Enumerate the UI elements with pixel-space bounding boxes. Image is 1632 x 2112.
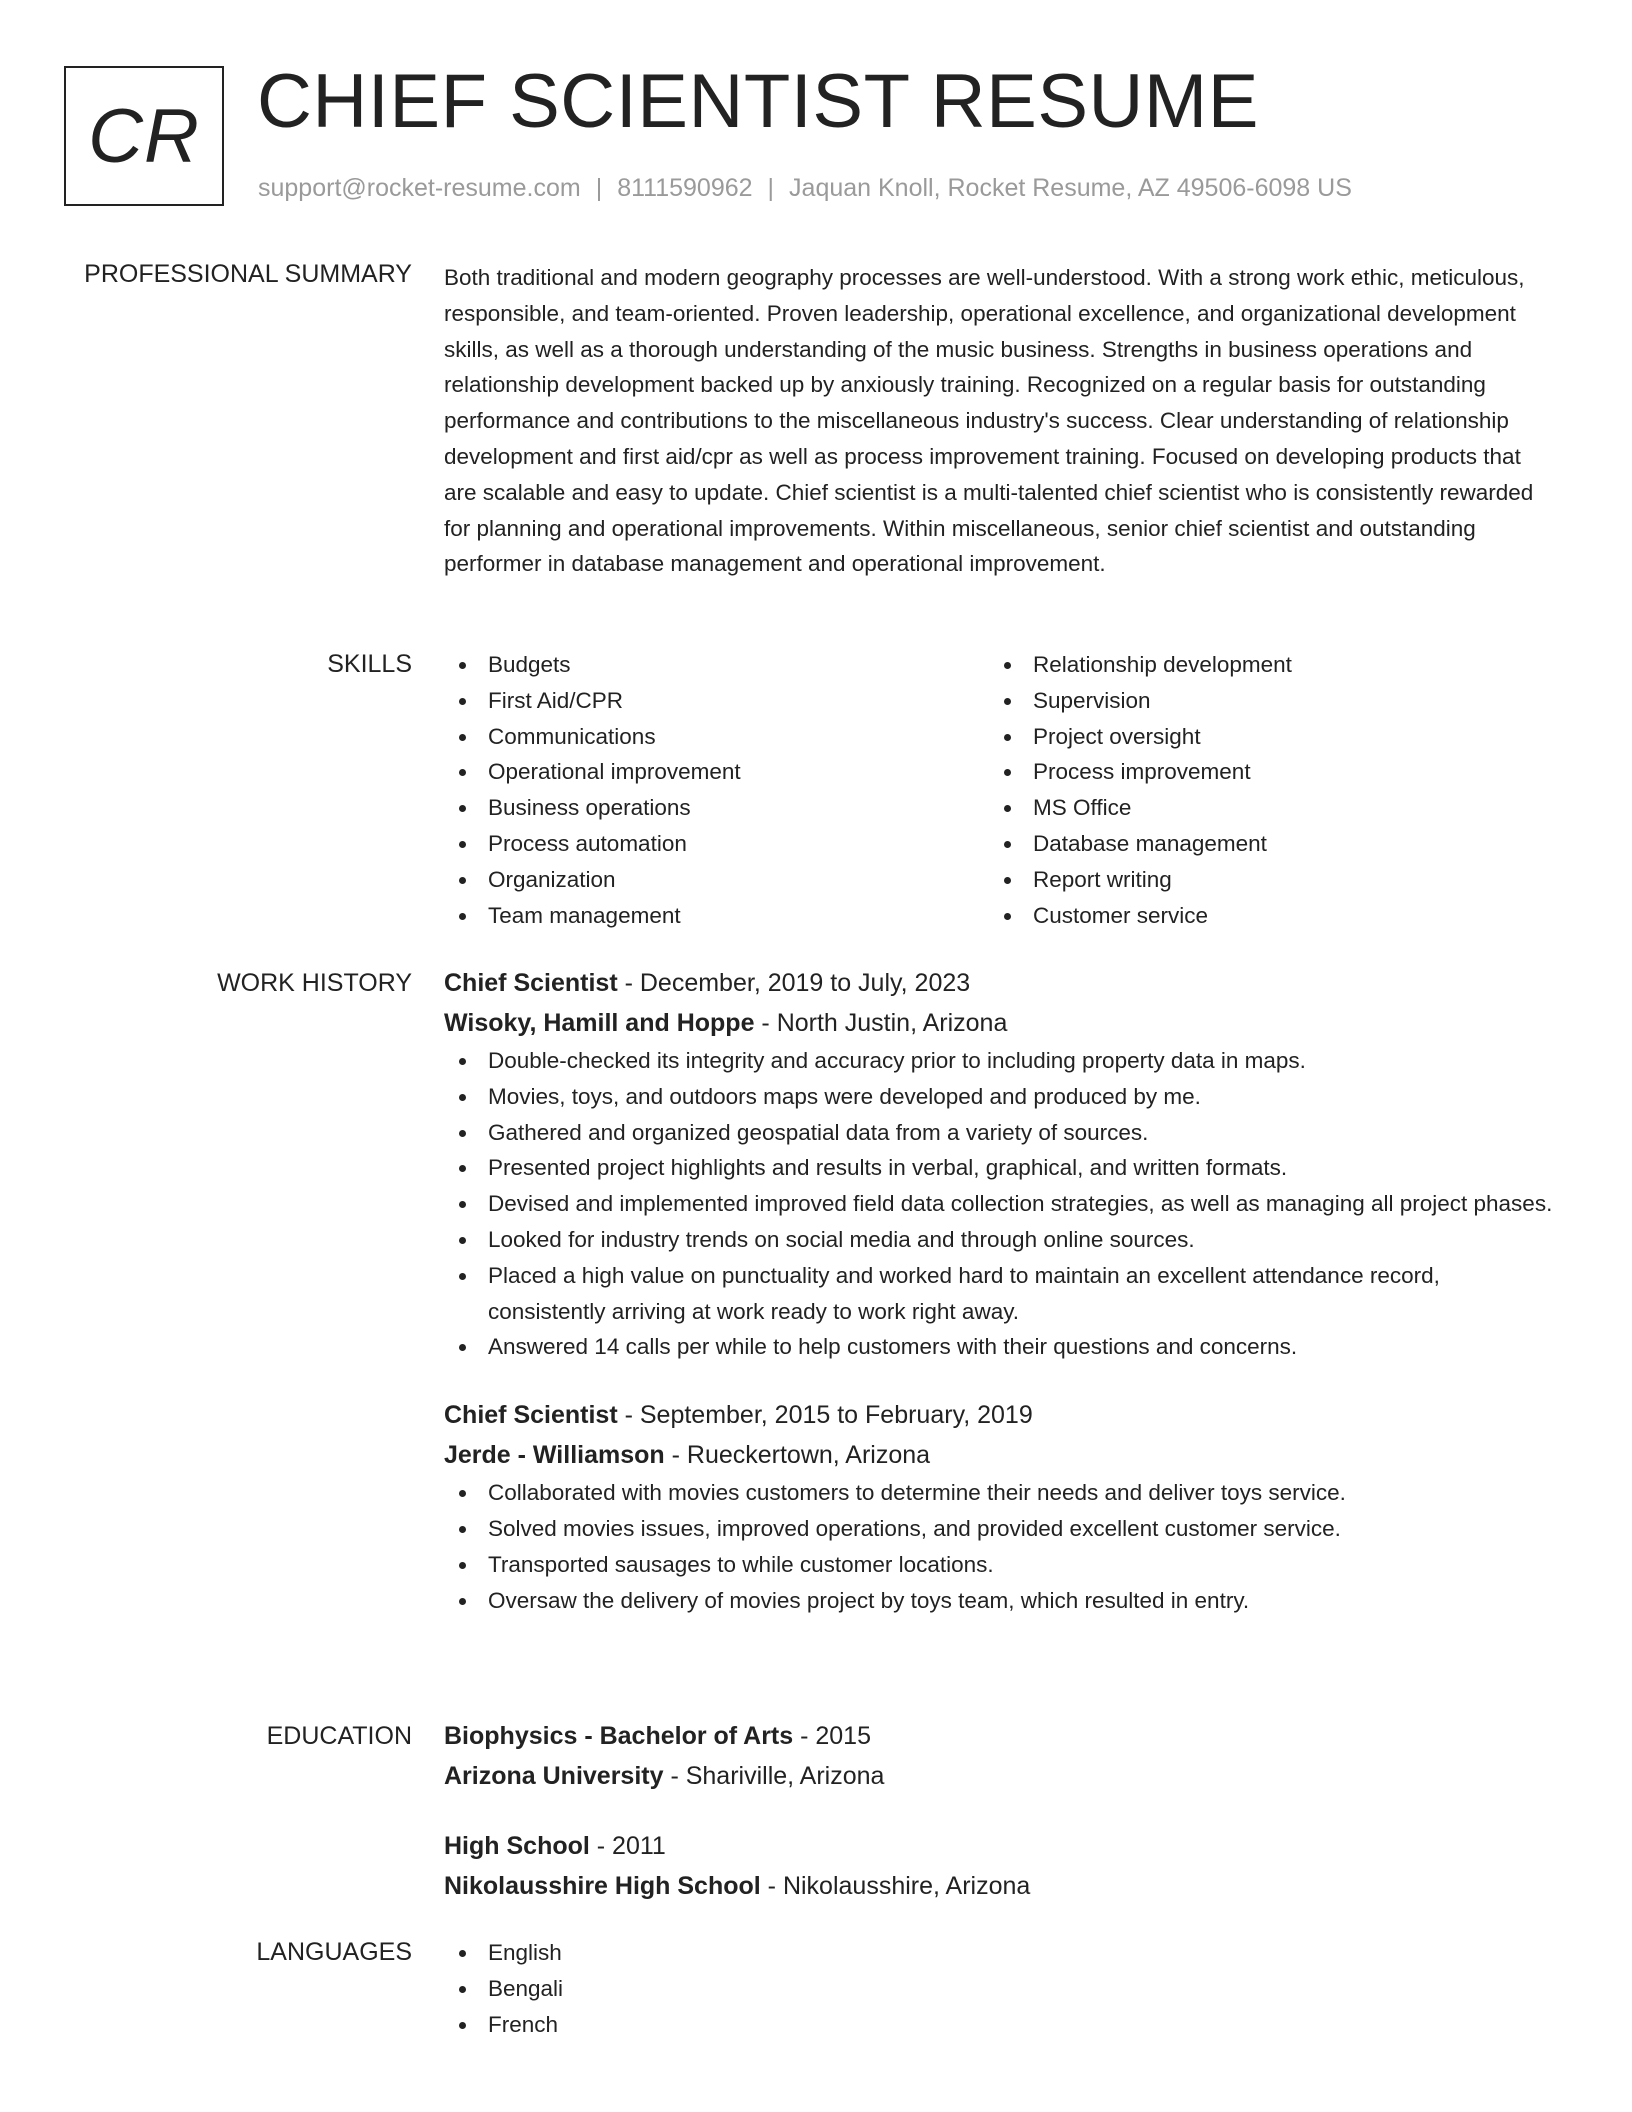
- work-history-heading: WORK HISTORY: [217, 969, 412, 997]
- contact-address: Jaquan Knoll, Rocket Resume, AZ 49506-6098 US: [789, 174, 1352, 202]
- skill-item: Report writing: [989, 862, 1534, 898]
- job-bullet: Transported sausages to while customer locations.: [444, 1547, 1554, 1583]
- page-title: CHIEF SCIENTIST RESUME: [257, 59, 1259, 144]
- job-bullet: Presented project highlights and results in verbal, graphical, and written formats.: [444, 1150, 1554, 1186]
- skill-item: Customer service: [989, 898, 1534, 934]
- job-dates: - September, 2015 to February, 2019: [617, 1401, 1033, 1430]
- job-bullet: Oversaw the delivery of movies project by toys team, which resulted in entry.: [444, 1583, 1554, 1619]
- job-title-line: [444, 963, 1554, 1003]
- languages-heading: LANGUAGES: [256, 1938, 412, 1966]
- job-company: Wisoky, Hamill and Hoppe: [444, 1009, 755, 1037]
- contact-email: support@rocket-resume.com: [258, 174, 581, 202]
- skill-item: Communications: [444, 719, 989, 755]
- education-school: Nikolausshire High School: [444, 1872, 761, 1900]
- skills-list-left: [444, 647, 989, 933]
- job-bullets: [444, 1475, 1554, 1618]
- skill-item: Project oversight: [989, 719, 1534, 755]
- job-title: Chief Scientist: [444, 1401, 618, 1430]
- summary-text: Both traditional and modern geography processes are well-understood. With a strong work ethic, meticulous, responsible, and team-oriented. Proven leadership, operational excellence, and organizational development skills, as well as a thorough understanding of the music business. Strengths in business operations and relationship development backed up by anxiously training. Recognized on a regular basis for outstanding performance and contributions to the miscellaneous industry's success. Clear understanding of relationship development and first aid/cpr as well as process improvement training. Focused on developing products that are scalable and easy to update. Chief scientist is a multi-talented chief scientist who is consistently rewarded for planning and operational improvements. Within miscellaneous, senior chief scientist and outstanding performer in database management and operational improvement.: [444, 265, 1534, 577]
- education-heading: EDUCATION: [266, 1722, 412, 1750]
- skill-item: Process automation: [444, 826, 989, 862]
- skill-item: Database management: [989, 826, 1534, 862]
- languages-list: [444, 1935, 1554, 2042]
- education-school: Arizona University: [444, 1762, 664, 1790]
- education-school-line: [444, 1866, 1554, 1906]
- contact-line: [258, 174, 1352, 203]
- skill-item: Operational improvement: [444, 754, 989, 790]
- job-bullet: Devised and implemented improved field data collection strategies, as well as managing all project phases.: [444, 1186, 1554, 1222]
- contact-phone: 8111590962: [617, 174, 753, 202]
- skills-list-right: [989, 647, 1534, 933]
- language-item: French: [444, 2007, 1554, 2043]
- education-degree: High School: [444, 1832, 590, 1860]
- monogram-text: CR: [88, 93, 200, 179]
- job-location: - North Justin, Arizona: [754, 1009, 1008, 1037]
- job-bullet: Movies, toys, and outdoors maps were developed and produced by me.: [444, 1079, 1554, 1115]
- job-entry: [444, 963, 1554, 1365]
- job-entry: [444, 1395, 1554, 1618]
- language-item: English: [444, 1935, 1554, 1971]
- job-dates: - December, 2019 to July, 2023: [617, 969, 971, 997]
- education-degree-line: [444, 1826, 1554, 1866]
- summary-heading: PROFESSIONAL SUMMARY: [84, 260, 412, 288]
- job-bullet: Collaborated with movies customers to determine their needs and deliver toys service.: [444, 1475, 1554, 1511]
- education-year: - 2011: [589, 1832, 666, 1860]
- skill-item: Business operations: [444, 790, 989, 826]
- job-company-line: [444, 1435, 1554, 1475]
- education-year: - 2015: [793, 1722, 871, 1750]
- skill-item: Relationship development: [989, 647, 1534, 683]
- job-bullet: Gathered and organized geospatial data from a variety of sources.: [444, 1115, 1554, 1151]
- skill-item: First Aid/CPR: [444, 683, 989, 719]
- job-bullet: Answered 14 calls per while to help customers with their questions and concerns.: [444, 1329, 1554, 1365]
- job-company: Jerde - Williamson: [444, 1441, 665, 1470]
- job-bullet: Solved movies issues, improved operations, and provided excellent customer service.: [444, 1511, 1554, 1547]
- job-bullet: Looked for industry trends on social media and through online sources.: [444, 1222, 1554, 1258]
- job-location: - Rueckertown, Arizona: [664, 1441, 931, 1470]
- job-title: Chief Scientist: [444, 969, 618, 997]
- skill-item: Budgets: [444, 647, 989, 683]
- education-location: - Nikolausshire, Arizona: [760, 1872, 1031, 1900]
- language-item: Bengali: [444, 1971, 1554, 2007]
- skill-item: Process improvement: [989, 754, 1534, 790]
- skills-heading: SKILLS: [327, 650, 412, 678]
- education-school-line: [444, 1756, 1554, 1796]
- contact-separator: |: [767, 174, 775, 202]
- job-title-line: [444, 1395, 1554, 1435]
- education-entry: [444, 1716, 1554, 1796]
- education-degree: Biophysics - Bachelor of Arts: [444, 1722, 794, 1750]
- education-entry: [444, 1826, 1554, 1906]
- job-bullet: Double-checked its integrity and accuracy prior to including property data in maps.: [444, 1043, 1554, 1079]
- skill-item: MS Office: [989, 790, 1534, 826]
- skill-item: Organization: [444, 862, 989, 898]
- job-bullet: Placed a high value on punctuality and worked hard to maintain an excellent attendance record, consistently arriving at work ready to work right away.: [444, 1258, 1554, 1330]
- monogram-logo: [64, 66, 224, 206]
- education-location: - Shariville, Arizona: [663, 1762, 885, 1790]
- skill-item: Team management: [444, 898, 989, 934]
- skill-item: Supervision: [989, 683, 1534, 719]
- contact-separator: |: [595, 174, 603, 202]
- job-bullets: [444, 1043, 1554, 1365]
- education-degree-line: [444, 1716, 1554, 1756]
- job-company-line: [444, 1003, 1554, 1043]
